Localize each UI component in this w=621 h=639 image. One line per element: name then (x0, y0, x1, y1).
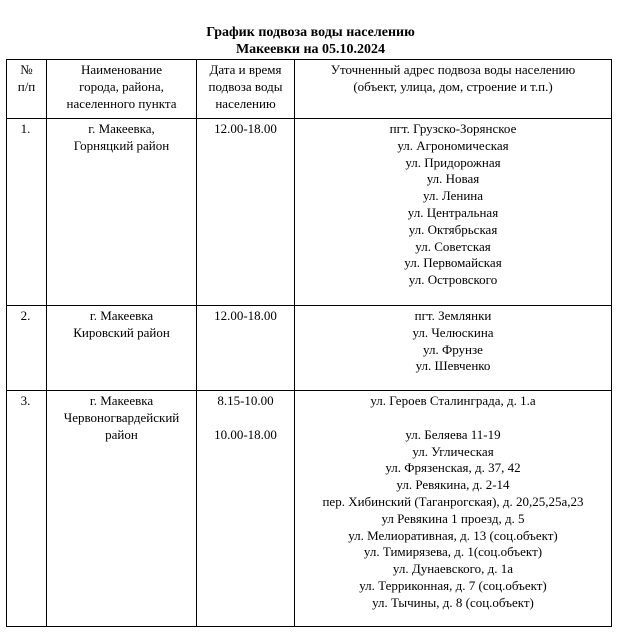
address-line: ул. Советская (415, 238, 491, 254)
address-line: ул. Центральная (407, 204, 499, 220)
district-line: г. Макеевка, (88, 121, 155, 136)
district-line: Червоногвардейский (63, 409, 180, 425)
time-spacer (200, 410, 291, 427)
header-address-line: (объект, улица, дом, строение и т.п.) (353, 78, 553, 94)
district-cell (47, 306, 197, 391)
address-line: ул. Шевченко (415, 358, 491, 374)
header-number-line: п/п (17, 78, 36, 94)
time-cell (197, 119, 295, 306)
table-row (7, 306, 612, 391)
address-line: ул. Фрязенская, д. 37, 42 (385, 460, 521, 476)
district-line: г. Макеевка (89, 308, 154, 323)
address-line: ул. Дунаевского, д. 1а (392, 561, 514, 577)
district-line: район (105, 426, 138, 442)
address-line: ул. Придорожная (405, 154, 501, 170)
address-line: пгт. Землянки (414, 308, 492, 323)
address-cell (295, 306, 612, 391)
address-line: ул. Тычины, д. 8 (соц.объект) (372, 594, 534, 610)
header-name-line: Наименование (81, 62, 162, 77)
time-slot: 12.00-18.00 (214, 121, 277, 136)
address-line: ул. Первомайская (404, 255, 502, 271)
row-number: 3. (20, 393, 31, 408)
water-delivery-schedule-table (6, 59, 612, 627)
district-cell (47, 391, 197, 627)
address-line: ул. Тимирязева, д. 1(соц.объект) (363, 544, 543, 560)
district-cell (47, 119, 197, 306)
address-line: ул. Фрунзе (423, 341, 483, 357)
header-name (47, 60, 197, 119)
title-line-1: График подвоза воды населению (206, 25, 415, 40)
row-number-cell (7, 119, 47, 306)
row-number-cell (7, 391, 47, 627)
address-line: ул. Беляева 11-19 (405, 426, 501, 442)
header-name-line: населенного пункта (66, 95, 177, 111)
header-address (295, 60, 612, 119)
address-line: ул. Ленина (422, 188, 484, 204)
district-line: Горняцкий район (73, 137, 170, 153)
row-number: 2. (20, 308, 31, 323)
header-time-line: Дата и время (209, 62, 282, 77)
time-slot: 12.00-18.00 (214, 308, 277, 323)
time-slot: 10.00-18.00 (214, 426, 277, 442)
address-line: ул. Агрономическая (397, 137, 509, 153)
address-cell (295, 391, 612, 627)
address-line: ул. Терриконная, д. 7 (соц.объект) (359, 577, 547, 593)
time-cell (197, 391, 295, 627)
address-line: ул Ревякина 1 проезд, д. 5 (381, 510, 525, 526)
address-line: ул. Новая (426, 171, 480, 187)
district-line: Кировский район (73, 324, 170, 340)
address-spacer (298, 410, 608, 427)
address-line: ул. Островского (408, 272, 498, 288)
header-name-line: города, района, (79, 78, 164, 94)
table-header-row (7, 60, 612, 119)
address-line: ул. Героев Сталинграда, д. 1.а (370, 393, 536, 408)
row-number-cell (7, 306, 47, 391)
address-line: ул. Челюскина (412, 324, 494, 340)
address-line: ул. Углическая (412, 443, 494, 459)
row-number: 1. (20, 121, 31, 136)
address-line: пер. Хибинский (Таганрогская), д. 20,25,25а,23 (322, 493, 584, 509)
time-cell (197, 306, 295, 391)
address-line: пгт. Грузско-Зорянское (389, 121, 517, 136)
title-line-2: Макеевки на 05.10.2024 (235, 42, 386, 57)
header-number (7, 60, 47, 119)
header-time-line: подвоза воды (208, 78, 283, 94)
time-slot: 8.15-10.00 (217, 393, 274, 408)
address-line: ул. Октябрьская (408, 221, 498, 237)
address-cell (295, 119, 612, 306)
header-time-line: населению (215, 95, 276, 111)
table-row (7, 119, 612, 306)
address-line: ул. Мелиоративная, д. 13 (соц.объект) (348, 527, 558, 543)
header-number-line: № (20, 62, 33, 77)
district-line: г. Макеевка (89, 393, 154, 408)
header-address-line: Уточненный адрес подвоза воды населению (330, 62, 576, 77)
address-line: ул. Ревякина, д. 2-14 (396, 477, 510, 493)
header-time (197, 60, 295, 119)
table-row (7, 391, 612, 627)
document-title (0, 24, 621, 58)
